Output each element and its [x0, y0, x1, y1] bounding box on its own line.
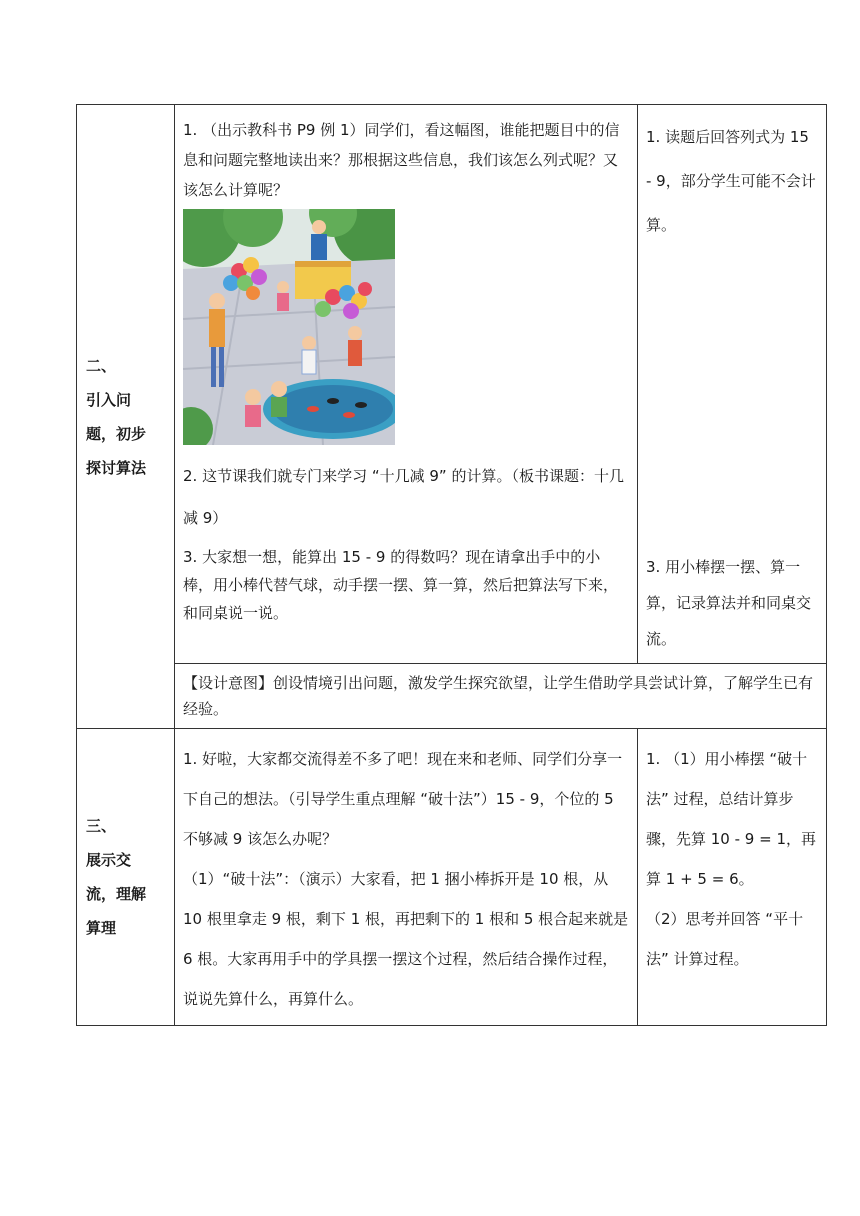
lesson-plan-table: [76, 104, 827, 1026]
stage-label: 展示交: [86, 851, 132, 869]
teacher-paragraph: （1）“破十法”：（演示）大家看，把 1 捆小棒拆开是 10 根，从 10 根里拿走 9 根，剩下 1 根，再把剩下的 1 根和 5 根合起来就是 6 根。大家再用手中的学具摆一摆这个过程，然后结合操作过程，说说先算什么，再算什么。: [183, 870, 629, 1008]
textbook-illustration: [183, 209, 395, 445]
student-paragraph: 1. 读题后回答列式为 15 - 9，部分学生可能不会计算。: [646, 128, 816, 234]
design-intent-row: [77, 664, 827, 729]
stage-label: 算理: [86, 919, 117, 937]
student-paragraph: 3. 用小棒摆一摆、算一算，记录算法并和同桌交流。: [646, 558, 812, 648]
design-intent-cell: [175, 664, 827, 729]
teacher-paragraph: 2. 这节课我们就专门来学习 “十几减 9” 的计算。（板书课题：十几减 9）: [183, 467, 624, 527]
teacher-activity-cell: [175, 105, 638, 664]
section-row: [77, 105, 827, 664]
stage-label: 二、: [86, 356, 117, 375]
student-paragraph: 1. （1）用小棒摆 “破十法” 过程，总结计算步骤，先算 10 - 9 = 1，再算 1 + 5 = 6。: [646, 750, 816, 888]
teacher-activity-cell: [175, 729, 638, 1026]
teacher-paragraph: 3. 大家想一想，能算出 15 - 9 的得数吗？现在请拿出手中的小棒，用小棒代替气球，动手摆一摆、算一算，然后把算法写下来，和同桌说一说。: [183, 548, 619, 622]
stage-label: 探讨算法: [86, 458, 147, 477]
section-row: [77, 729, 827, 1026]
student-activity-cell: [638, 105, 827, 664]
stage-label: 引入问: [86, 390, 132, 409]
stage-cell: [77, 105, 175, 729]
stage-label: 流，理解: [86, 885, 147, 903]
teacher-paragraph: 1. 好啦，大家都交流得差不多了吧！现在来和老师、同学们分享一下自己的想法。（引导学生重点理解 “破十法”）15 - 9，个位的 5 不够减 9 该怎么办呢？: [183, 750, 623, 848]
design-intent-text: 【设计意图】创设情境引出问题，激发学生探究欲望，让学生借助学具尝试计算，了解学生已有经验。: [183, 674, 814, 718]
stage-label: 三、: [86, 817, 117, 835]
stage-cell: [77, 729, 175, 1026]
student-paragraph: （2）思考并回答 “平十法” 计算过程。: [646, 910, 804, 968]
teacher-paragraph: 1. （出示教科书 P9 例 1）同学们，看这幅图，谁能把题目中的信息和问题完整地读出来？那根据这些信息，我们该怎么列式呢？又该怎么计算呢？: [183, 121, 620, 199]
stage-label: 题，初步: [86, 424, 147, 443]
student-activity-cell: [638, 729, 827, 1026]
